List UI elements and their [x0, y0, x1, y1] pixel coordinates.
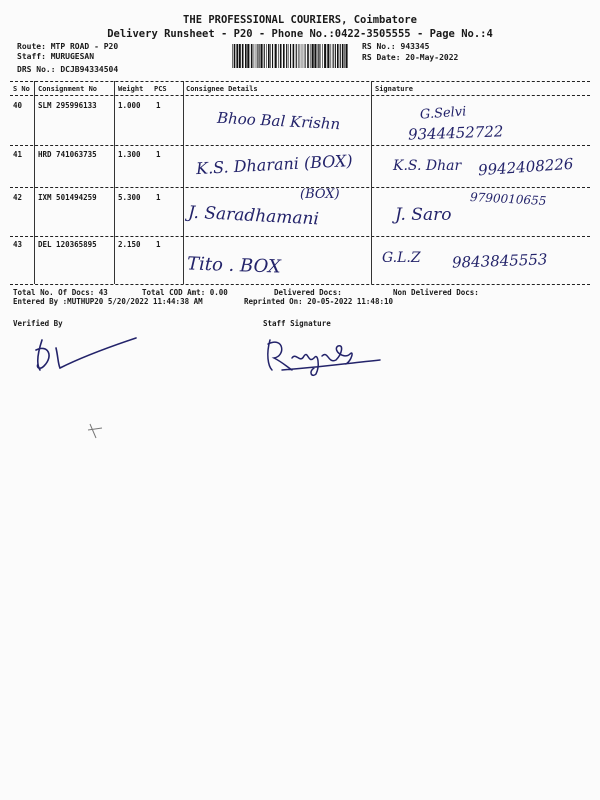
delivered-docs: Delivered Docs:: [274, 288, 342, 297]
row-consignment: DEL 120365895: [38, 240, 97, 249]
handwritten-phone: 9344452722: [407, 122, 504, 144]
document-subtitle: Delivery Runsheet - P20 - Phone No.:0422-3505555 - Page No.:4: [107, 28, 493, 40]
handwritten-signature: G.Selvi: [419, 104, 467, 123]
drs-number: DRS No.: DCJB94334504: [17, 65, 119, 74]
row-sno: 43: [13, 240, 23, 249]
document-title: THE PROFESSIONAL COURIERS, Coimbatore: [183, 14, 417, 26]
row-weight: 1.300: [118, 150, 141, 159]
reprinted-on: Reprinted On: 20-05-2022 11:48:10: [244, 297, 394, 306]
row-sno: 42: [13, 193, 23, 202]
row-sno: 41: [13, 150, 23, 159]
entered-by: Entered By :MUTHUP20 5/20/2022 11:44:38 AM: [13, 297, 203, 306]
row-weight: 5.300: [118, 193, 141, 202]
verified-by-label: Verified By: [13, 319, 63, 328]
staff-signature: [262, 330, 392, 380]
handwritten-consignee-note: (BOX): [300, 187, 340, 202]
table-header-rule: [10, 95, 590, 96]
row-pcs: 1: [156, 101, 161, 110]
handwritten-phone: 9790010655: [469, 190, 547, 208]
handwritten-signature: G.L.Z: [382, 250, 421, 266]
non-delivered-docs: Non Delivered Docs:: [393, 288, 479, 297]
total-cod: Total COD Amt: 0.00: [142, 288, 228, 297]
staff-label: Staff: MURUGESAN: [17, 52, 95, 61]
row-consignment: SLM 295996133: [38, 101, 97, 110]
row-sno: 40: [13, 101, 23, 110]
handwritten-signature: K.S. Dhar: [393, 158, 462, 174]
row-weight: 2.150: [118, 240, 141, 249]
ink-mark: [86, 420, 106, 442]
handwritten-consignee: Bhoo Bal Krishn: [216, 108, 341, 134]
col-header-weight: Weight: [118, 85, 144, 93]
col-header-pcs: PCS: [154, 85, 167, 93]
rs-number: RS No.: 943345: [362, 42, 430, 51]
handwritten-signature: J. Saro: [395, 205, 452, 225]
row-consignment: HRD 741063735: [38, 150, 97, 159]
handwritten-consignee: J. Saradhamani: [187, 202, 320, 230]
handwritten-phone: 9942408226: [477, 154, 574, 180]
row-weight: 1.000: [118, 101, 141, 110]
rs-date: RS Date: 20-May-2022: [362, 53, 459, 62]
row-pcs: 1: [156, 240, 161, 249]
staff-signature-label: Staff Signature: [263, 319, 331, 328]
handwritten-consignee: K.S. Dharani (BOX): [195, 150, 354, 179]
verifier-signature: [28, 330, 148, 380]
row-divider: [10, 145, 590, 146]
handwritten-phone: 9843845553: [451, 250, 548, 272]
column-divider: [183, 81, 184, 284]
row-divider: [10, 236, 590, 237]
column-divider: [34, 81, 35, 284]
col-header-signature: Signature: [375, 85, 413, 93]
row-pcs: 1: [156, 150, 161, 159]
table-bottom-rule: [10, 284, 590, 285]
col-header-sno: S No: [13, 85, 30, 93]
table-top-rule: [10, 81, 590, 82]
route-label: Route: MTP ROAD - P20: [17, 42, 119, 51]
row-consignment: IXM 501494259: [38, 193, 97, 202]
col-header-consignee: Consignee Details: [186, 85, 258, 93]
column-divider: [371, 81, 372, 284]
row-pcs: 1: [156, 193, 161, 202]
handwritten-consignee: Tito . BOX: [186, 253, 282, 278]
total-docs: Total No. Of Docs: 43: [13, 288, 108, 297]
barcode: [232, 44, 350, 68]
column-divider: [114, 81, 115, 284]
col-header-consignment: Consignment No: [38, 85, 98, 93]
